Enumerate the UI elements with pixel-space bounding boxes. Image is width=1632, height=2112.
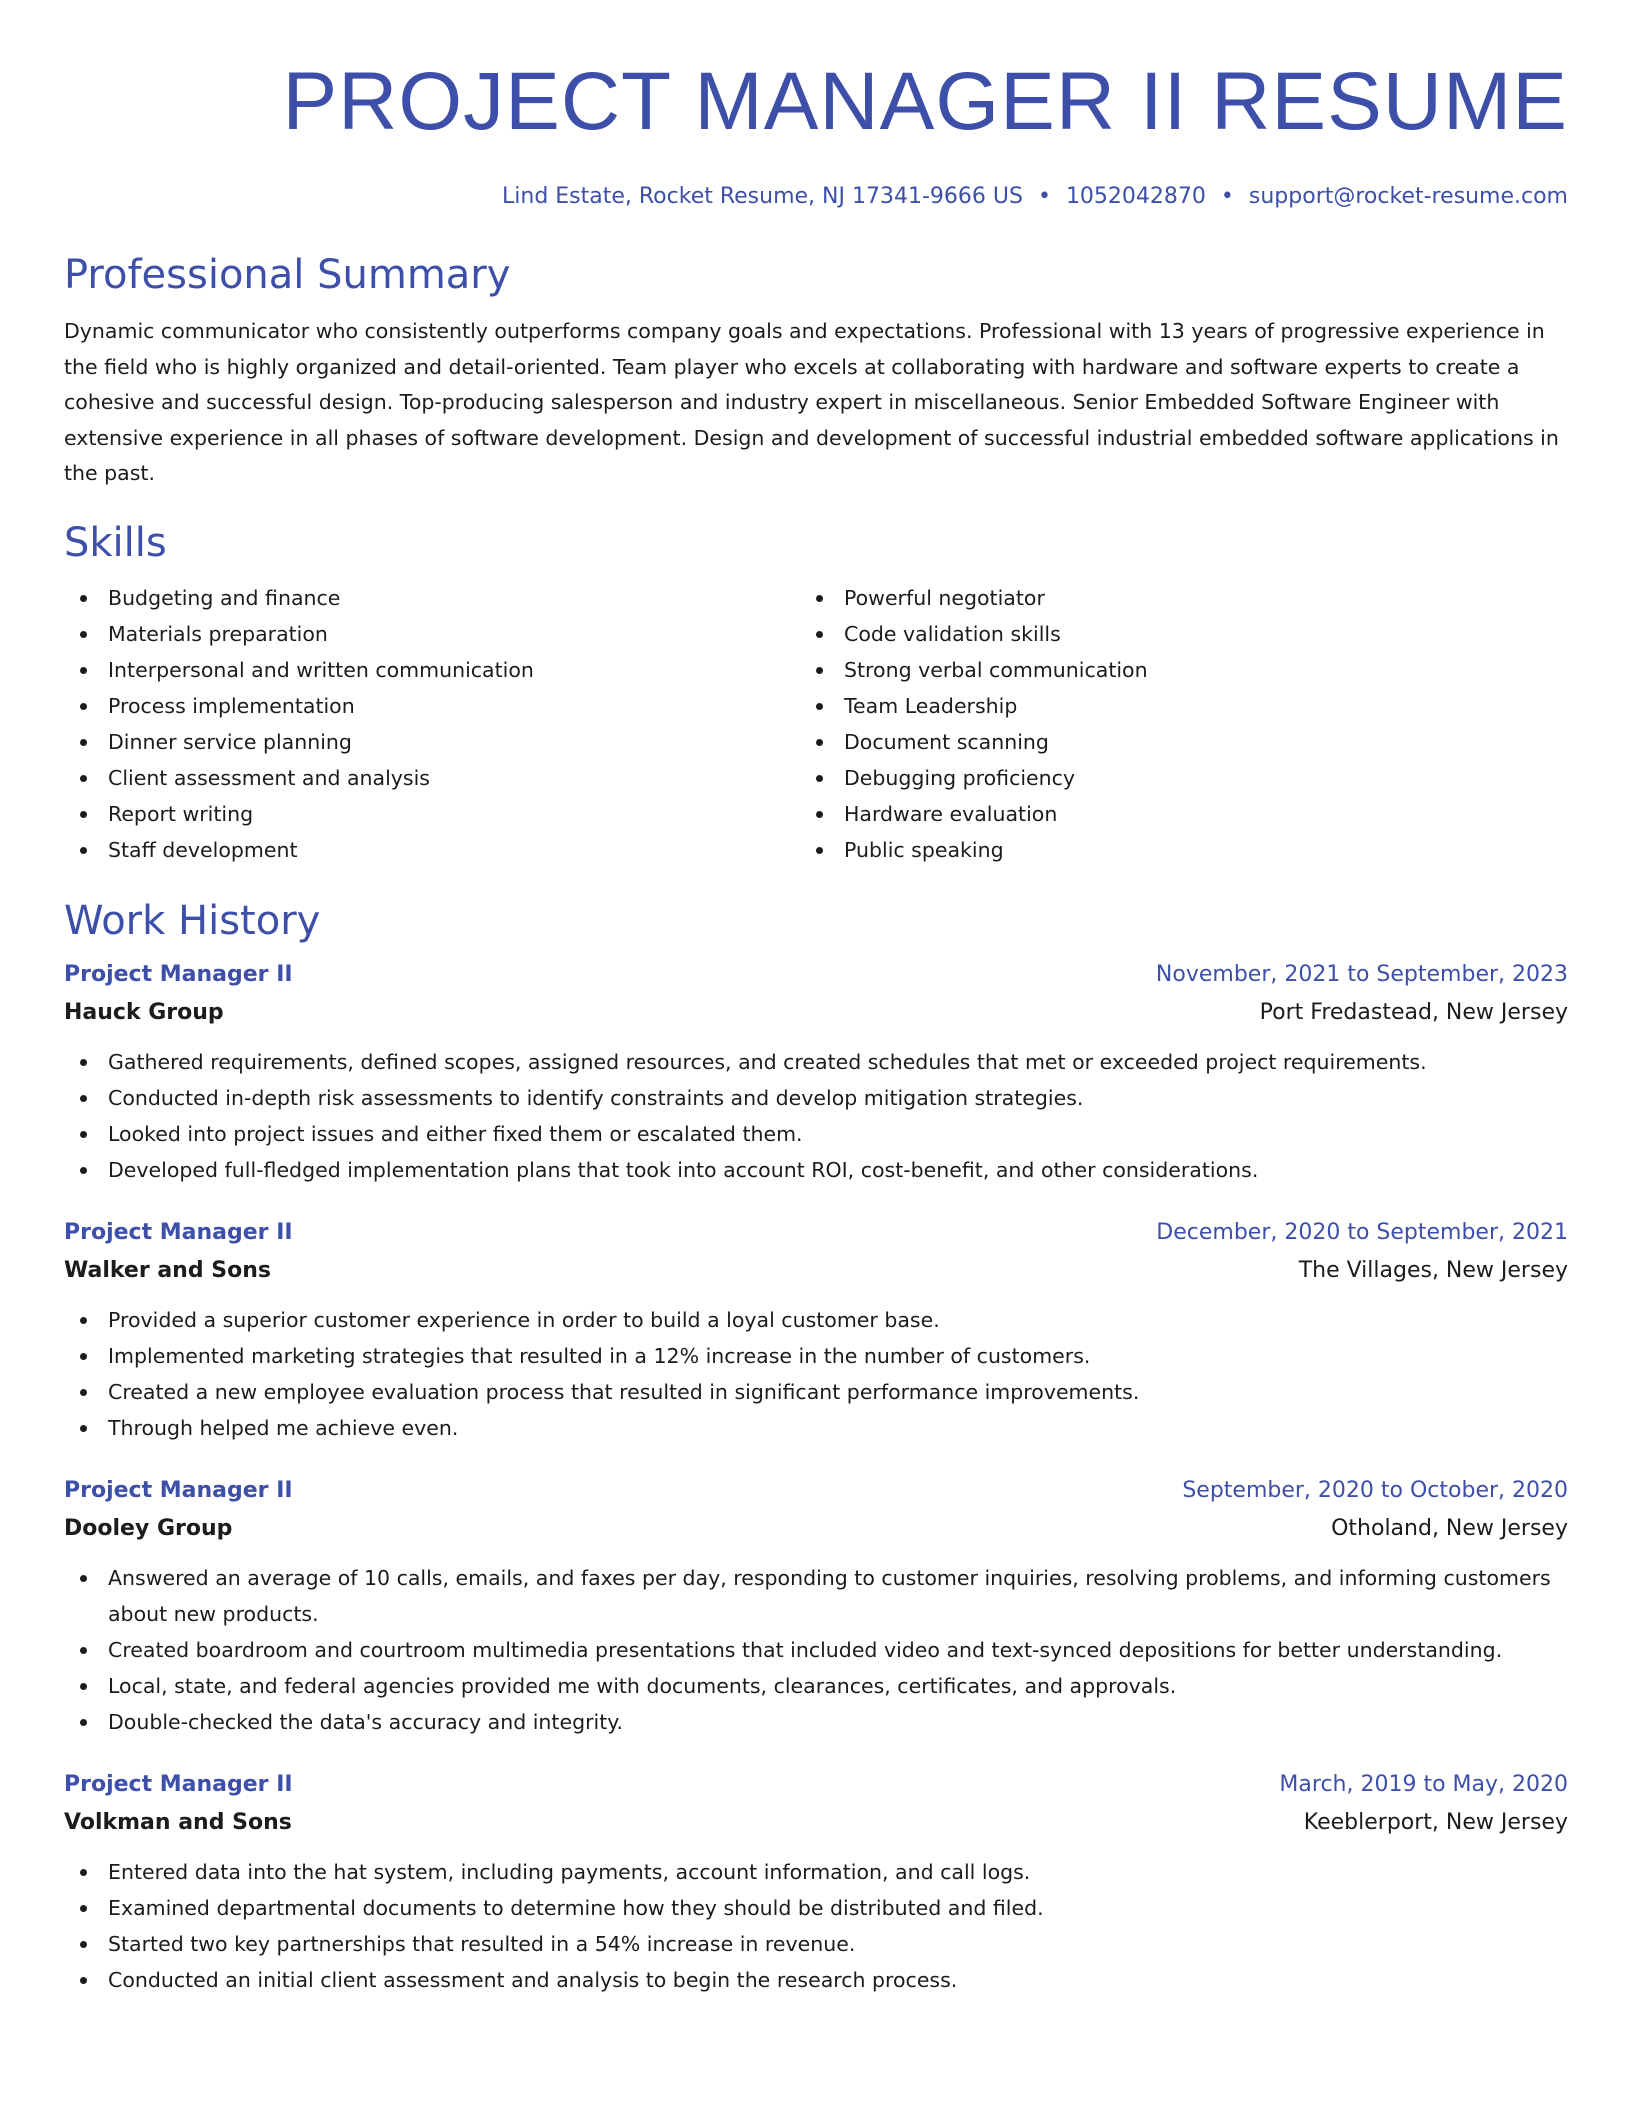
job-bullet: Started two key partnerships that resulted in a 54% increase in revenue. bbox=[64, 1926, 1568, 1962]
job-header bbox=[64, 1766, 1568, 1804]
job-subheader bbox=[64, 1252, 1568, 1290]
resume-title: PROJECT MANAGER II RESUME bbox=[282, 56, 1568, 147]
job-bullet: Created a new employee evaluation process that resulted in significant performance improvements. bbox=[64, 1374, 1568, 1410]
spacer bbox=[64, 1446, 1568, 1472]
contact-address: Lind Estate, Rocket Resume, NJ 17341-9666 US bbox=[502, 184, 1023, 209]
skill-item: Hardware evaluation bbox=[800, 796, 1536, 832]
job-bullet: Provided a superior customer experience in order to build a loyal customer base. bbox=[64, 1302, 1568, 1338]
job-bullet: Gathered requirements, defined scopes, assigned resources, and created schedules that met or exceeded project requirements. bbox=[64, 1044, 1568, 1080]
job-subheader bbox=[64, 1510, 1568, 1548]
contact-separator: • bbox=[1037, 184, 1051, 209]
skill-item: Dinner service planning bbox=[64, 724, 800, 760]
job-bullet: Developed full-fledged implementation plans that took into account ROI, cost-benefit, and other considerations. bbox=[64, 1152, 1568, 1188]
job-bullets bbox=[64, 1302, 1568, 1446]
skill-item: Powerful negotiator bbox=[800, 580, 1536, 616]
spacer bbox=[64, 1188, 1568, 1214]
job-bullet: Double-checked the data's accuracy and integrity. bbox=[64, 1704, 1568, 1740]
job-dates: March, 2019 to May, 2020 bbox=[1279, 1771, 1568, 1797]
job-bullet: Looked into project issues and either fixed them or escalated them. bbox=[64, 1116, 1568, 1152]
skill-item: Staff development bbox=[64, 832, 800, 868]
job-location: Otholand, New Jersey bbox=[1331, 1515, 1568, 1541]
skills-heading: Skills bbox=[64, 519, 167, 566]
work-history-heading: Work History bbox=[64, 897, 321, 944]
job-bullet: Through helped me achieve even. bbox=[64, 1410, 1568, 1446]
job-bullets bbox=[64, 1854, 1568, 1998]
skill-item: Strong verbal communication bbox=[800, 652, 1536, 688]
job-location: Port Fredastead, New Jersey bbox=[1259, 999, 1568, 1025]
job-header bbox=[64, 956, 1568, 994]
spacer bbox=[64, 1740, 1568, 1766]
skill-item: Code validation skills bbox=[800, 616, 1536, 652]
job-header bbox=[64, 1472, 1568, 1510]
company-name: Dooley Group bbox=[64, 1515, 233, 1541]
contact-phone: 1052042870 bbox=[1065, 184, 1206, 209]
job-entry bbox=[64, 956, 1568, 1188]
skill-item: Debugging proficiency bbox=[800, 760, 1536, 796]
job-bullets bbox=[64, 1044, 1568, 1188]
skill-item: Public speaking bbox=[800, 832, 1536, 868]
job-title: Project Manager II bbox=[64, 1219, 293, 1245]
skill-item: Materials preparation bbox=[64, 616, 800, 652]
company-name: Volkman and Sons bbox=[64, 1809, 292, 1835]
contact-line bbox=[64, 182, 1568, 212]
skills-column-right bbox=[800, 580, 1536, 868]
job-entry bbox=[64, 1766, 1568, 1998]
company-name: Hauck Group bbox=[64, 999, 224, 1025]
contact-separator: • bbox=[1220, 184, 1234, 209]
skill-item: Process implementation bbox=[64, 688, 800, 724]
skills-column-left bbox=[64, 580, 800, 868]
skills-list bbox=[64, 580, 1568, 868]
job-dates: November, 2021 to September, 2023 bbox=[1155, 961, 1568, 987]
job-bullet: Entered data into the hat system, including payments, account information, and call logs. bbox=[64, 1854, 1568, 1890]
job-entry bbox=[64, 1472, 1568, 1740]
job-header bbox=[64, 1214, 1568, 1252]
summary-text: Dynamic communicator who consistently outperforms company goals and expectations. Professional with 13 years of progressive experience in the field who is highly organized and detail-oriented. Team player who excels at collaborating with hardware and software experts to create a cohesive and successful design. Top-producing salesperson and industry expert in miscellaneous. Senior Embedded Software Engineer with extensive experience in all phases of software development. Design and development of successful industrial embedded software applications in the past. bbox=[64, 319, 1559, 485]
company-name: Walker and Sons bbox=[64, 1257, 271, 1283]
job-title: Project Manager II bbox=[64, 1477, 293, 1503]
skill-item: Client assessment and analysis bbox=[64, 760, 800, 796]
job-bullet: Implemented marketing strategies that resulted in a 12% increase in the number of customers. bbox=[64, 1338, 1568, 1374]
job-entry bbox=[64, 1214, 1568, 1446]
job-bullet: Examined departmental documents to determine how they should be distributed and filed. bbox=[64, 1890, 1568, 1926]
job-dates: December, 2020 to September, 2021 bbox=[1156, 1219, 1568, 1245]
job-bullet: Conducted in-depth risk assessments to identify constraints and develop mitigation strategies. bbox=[64, 1080, 1568, 1116]
job-title: Project Manager II bbox=[64, 961, 293, 987]
contact-email[interactable]: support@rocket-resume.com bbox=[1248, 184, 1568, 209]
job-location: The Villages, New Jersey bbox=[1298, 1257, 1568, 1283]
job-bullet: Local, state, and federal agencies provided me with documents, clearances, certificates, and approvals. bbox=[64, 1668, 1568, 1704]
job-location: Keeblerport, New Jersey bbox=[1303, 1809, 1568, 1835]
job-subheader bbox=[64, 1804, 1568, 1842]
summary-heading: Professional Summary bbox=[64, 252, 511, 298]
job-title: Project Manager II bbox=[64, 1771, 293, 1797]
job-subheader bbox=[64, 994, 1568, 1032]
skill-item: Budgeting and finance bbox=[64, 580, 800, 616]
job-bullet: Created boardroom and courtroom multimedia presentations that included video and text-synced depositions for better understanding. bbox=[64, 1632, 1568, 1668]
job-bullet: Conducted an initial client assessment and analysis to begin the research process. bbox=[64, 1962, 1568, 1998]
job-dates: September, 2020 to October, 2020 bbox=[1182, 1477, 1568, 1503]
skill-item: Interpersonal and written communication bbox=[64, 652, 800, 688]
skill-item: Team Leadership bbox=[800, 688, 1536, 724]
job-bullets bbox=[64, 1560, 1568, 1740]
skill-item: Document scanning bbox=[800, 724, 1536, 760]
job-bullet: Answered an average of 10 calls, emails, and faxes per day, responding to customer inquiries, resolving problems, and informing customers about new products. bbox=[64, 1560, 1568, 1632]
skill-item: Report writing bbox=[64, 796, 800, 832]
